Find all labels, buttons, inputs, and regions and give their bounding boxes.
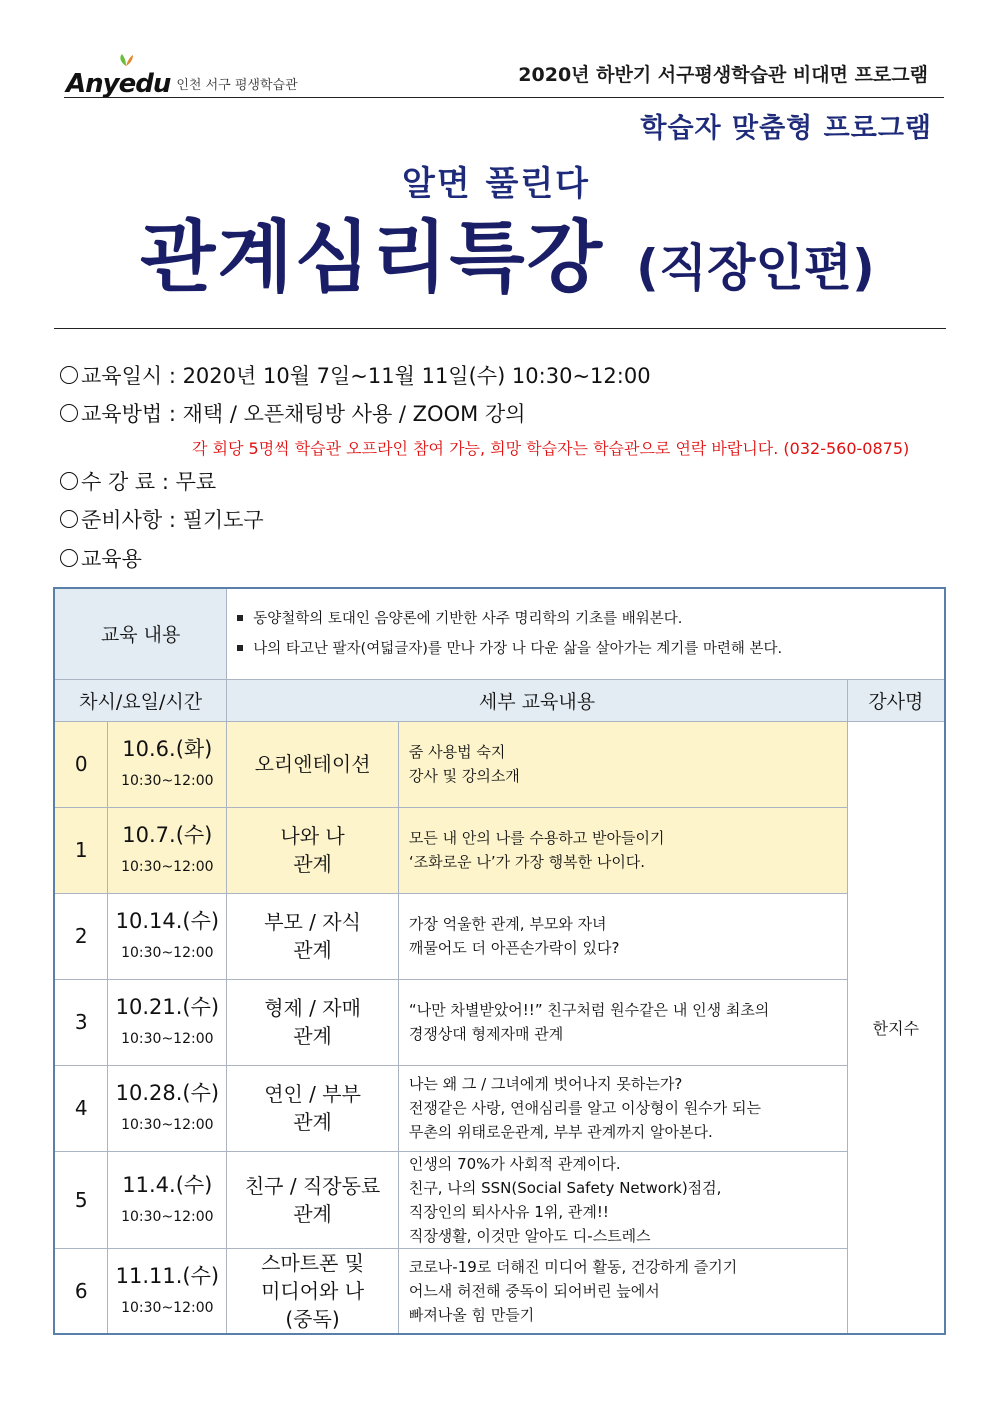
session-detail bbox=[398, 721, 847, 807]
session-topic bbox=[227, 1248, 399, 1334]
table-row bbox=[54, 979, 945, 1065]
session-date bbox=[108, 1065, 227, 1151]
topic-line: (중독) bbox=[285, 1306, 340, 1331]
program-line: 2020년 하반기 서구평생학습관 비대면 프로그램 bbox=[518, 64, 928, 86]
topic-line: 친구 / 직장동료 bbox=[244, 1173, 381, 1198]
detail-line: 줌 사용법 숙지 bbox=[408, 743, 506, 761]
date-text: 11.11.(수) bbox=[115, 1263, 220, 1288]
session-topic bbox=[227, 1151, 399, 1248]
info-fee: 수 강 료 : 무료 bbox=[60, 467, 216, 497]
date-text: 10.28.(수) bbox=[115, 1081, 220, 1105]
detail-line: 깨물어도 더 아픈손가락이 있다? bbox=[408, 939, 620, 957]
col-header-instructor: 강사명 bbox=[847, 679, 945, 721]
session-date bbox=[108, 893, 227, 979]
circle-bullet-icon bbox=[60, 404, 78, 422]
info-method: 교육방법 : 재택 / 오픈채팅방 사용 / ZOOM 강의 bbox=[60, 399, 525, 429]
topic-line: 연인 / 부부 bbox=[264, 1082, 361, 1106]
content-description bbox=[227, 588, 945, 679]
session-date bbox=[108, 979, 227, 1065]
topic-line: 스마트폰 및 bbox=[261, 1250, 365, 1275]
session-topic bbox=[227, 893, 399, 979]
square-bullet-icon bbox=[237, 615, 243, 621]
circle-bullet-icon bbox=[60, 510, 78, 528]
col-header-session: 차시/요일/시간 bbox=[54, 679, 227, 721]
table-row bbox=[54, 1151, 945, 1248]
time-text: 10:30~12:00 bbox=[121, 1299, 214, 1316]
session-detail bbox=[398, 807, 847, 893]
table-row bbox=[54, 721, 945, 807]
detail-line: 모든 내 안의 나를 수용하고 받아들이기 bbox=[408, 829, 665, 847]
detail-line: 어느새 허전해 중독이 되어버린 늪에서 bbox=[408, 1281, 660, 1300]
detail-line: 가장 억울한 관계, 부모와 자녀 bbox=[408, 915, 607, 933]
divider bbox=[54, 328, 946, 329]
subtitle: 알면 풀린다 bbox=[401, 164, 591, 204]
category-title: 학습자 맞춤형 프로그램 bbox=[640, 113, 932, 144]
table-row bbox=[54, 893, 945, 979]
list-item: 동양철학의 토대인 음양론에 기반한 사주 명리학의 기초를 배워본다. bbox=[227, 604, 944, 634]
date-text: 10.6.(화) bbox=[122, 737, 213, 761]
detail-line: 강사 및 강의소개 bbox=[408, 767, 520, 785]
edition-title: (직장인편) bbox=[636, 239, 875, 297]
detail-line: 빠져나올 힘 만들기 bbox=[408, 1305, 535, 1324]
circle-bullet-icon bbox=[60, 472, 78, 490]
session-detail bbox=[398, 1248, 847, 1334]
info-date: 교육일시 : 2020년 10월 7일~11월 11일(수) 10:30~12:00 bbox=[60, 361, 651, 391]
date-text: 10.21.(수) bbox=[115, 995, 220, 1019]
topic-line: 관계 bbox=[293, 938, 332, 962]
session-detail bbox=[398, 979, 847, 1065]
detail-line: 무촌의 위태로운관계, 부부 관계까지 알아본다. bbox=[408, 1123, 713, 1141]
session-number: 3 bbox=[54, 979, 108, 1065]
time-text: 10:30~12:00 bbox=[121, 859, 214, 875]
table-row bbox=[54, 1248, 945, 1334]
logo-text: 인천 서구 평생학습관 bbox=[176, 78, 298, 93]
session-topic bbox=[227, 979, 399, 1065]
topic-line: 미디어와 나 bbox=[261, 1278, 365, 1303]
circle-bullet-icon bbox=[60, 366, 78, 384]
detail-line: 나는 왜 그 / 그녀에게 벗어나지 못하는가? bbox=[408, 1075, 683, 1093]
time-text: 10:30~12:00 bbox=[121, 1117, 214, 1133]
session-date bbox=[108, 721, 227, 807]
date-text: 10.7.(수) bbox=[122, 823, 213, 847]
session-detail bbox=[398, 893, 847, 979]
session-topic bbox=[227, 721, 399, 807]
time-text: 10:30~12:00 bbox=[121, 1208, 214, 1225]
detail-line: 친구, 나의 SSN(Social Safety Network)점검, bbox=[408, 1178, 722, 1197]
session-number: 0 bbox=[54, 721, 108, 807]
topic-line: 관계 bbox=[293, 1024, 332, 1048]
leaf-icon bbox=[118, 54, 134, 66]
info-prep: 준비사항 : 필기도구 bbox=[60, 505, 264, 535]
session-detail bbox=[398, 1151, 847, 1248]
session-topic bbox=[227, 1065, 399, 1151]
time-text: 10:30~12:00 bbox=[121, 1031, 214, 1047]
col-header-detail: 세부 교육내용 bbox=[227, 679, 847, 721]
date-text: 10.14.(수) bbox=[115, 909, 220, 933]
session-date bbox=[108, 807, 227, 893]
topic-line: 오리엔테이션 bbox=[254, 752, 371, 776]
square-bullet-icon bbox=[237, 645, 243, 651]
time-text: 10:30~12:00 bbox=[121, 945, 214, 961]
session-date bbox=[108, 1248, 227, 1334]
session-detail bbox=[398, 1065, 847, 1151]
logo-brand: Anyedu bbox=[66, 69, 171, 99]
table-row bbox=[54, 1065, 945, 1151]
main-title: 관계심리특강 bbox=[140, 213, 605, 303]
detail-line: 인생의 70%가 사회적 관계이다. bbox=[408, 1154, 621, 1173]
detail-line: 직장인의 퇴사사유 1위, 관계!! bbox=[408, 1202, 609, 1221]
session-number: 4 bbox=[54, 1065, 108, 1151]
detail-line: 직장생활, 이것만 알아도 디-스트레스 bbox=[408, 1226, 651, 1245]
session-number: 2 bbox=[54, 893, 108, 979]
info-extra: 교육용 bbox=[60, 544, 142, 574]
topic-line: 관계 bbox=[293, 1201, 332, 1226]
detail-line: 전쟁같은 사랑, 연애심리를 알고 이상형이 원수가 되는 bbox=[408, 1099, 761, 1117]
session-topic bbox=[227, 807, 399, 893]
time-text: 10:30~12:00 bbox=[121, 773, 214, 789]
detail-line: ‘조화로운 나’가 가장 행복한 나이다. bbox=[408, 853, 646, 871]
session-number: 6 bbox=[54, 1248, 108, 1334]
content-label: 교육 내용 bbox=[54, 588, 227, 679]
circle-bullet-icon bbox=[60, 549, 78, 567]
instructor-name: 한지수 bbox=[847, 721, 945, 1334]
detail-line: 경쟁상대 형제자매 관계 bbox=[408, 1025, 564, 1043]
table-row bbox=[54, 807, 945, 893]
session-number: 1 bbox=[54, 807, 108, 893]
topic-line: 나와 나 bbox=[280, 824, 345, 848]
logo bbox=[66, 56, 298, 100]
list-item: 나의 타고난 팔자(여덟글자)를 만나 가장 나 다운 삶을 살아가는 계기를 마련해 본다. bbox=[227, 634, 944, 664]
detail-line: 코로나-19로 더해진 미디어 활동, 건강하게 즐기기 bbox=[408, 1257, 738, 1276]
date-text: 11.4.(수) bbox=[122, 1172, 213, 1197]
divider bbox=[64, 97, 944, 98]
topic-line: 관계 bbox=[293, 852, 332, 876]
detail-line: “나만 차별받았어!!” 친구처럼 원수같은 내 인생 최초의 bbox=[408, 1001, 770, 1019]
notice-text: 각 회당 5명씩 학습관 오프라인 참여 가능, 희망 학습자는 학습관으로 연락 바랍니다. (032-560-0875) bbox=[192, 439, 910, 458]
topic-line: 부모 / 자식 bbox=[264, 910, 361, 934]
session-number: 5 bbox=[54, 1151, 108, 1248]
session-date bbox=[108, 1151, 227, 1248]
topic-line: 형제 / 자매 bbox=[264, 996, 361, 1020]
topic-line: 관계 bbox=[293, 1110, 332, 1134]
schedule-table bbox=[53, 587, 946, 1335]
